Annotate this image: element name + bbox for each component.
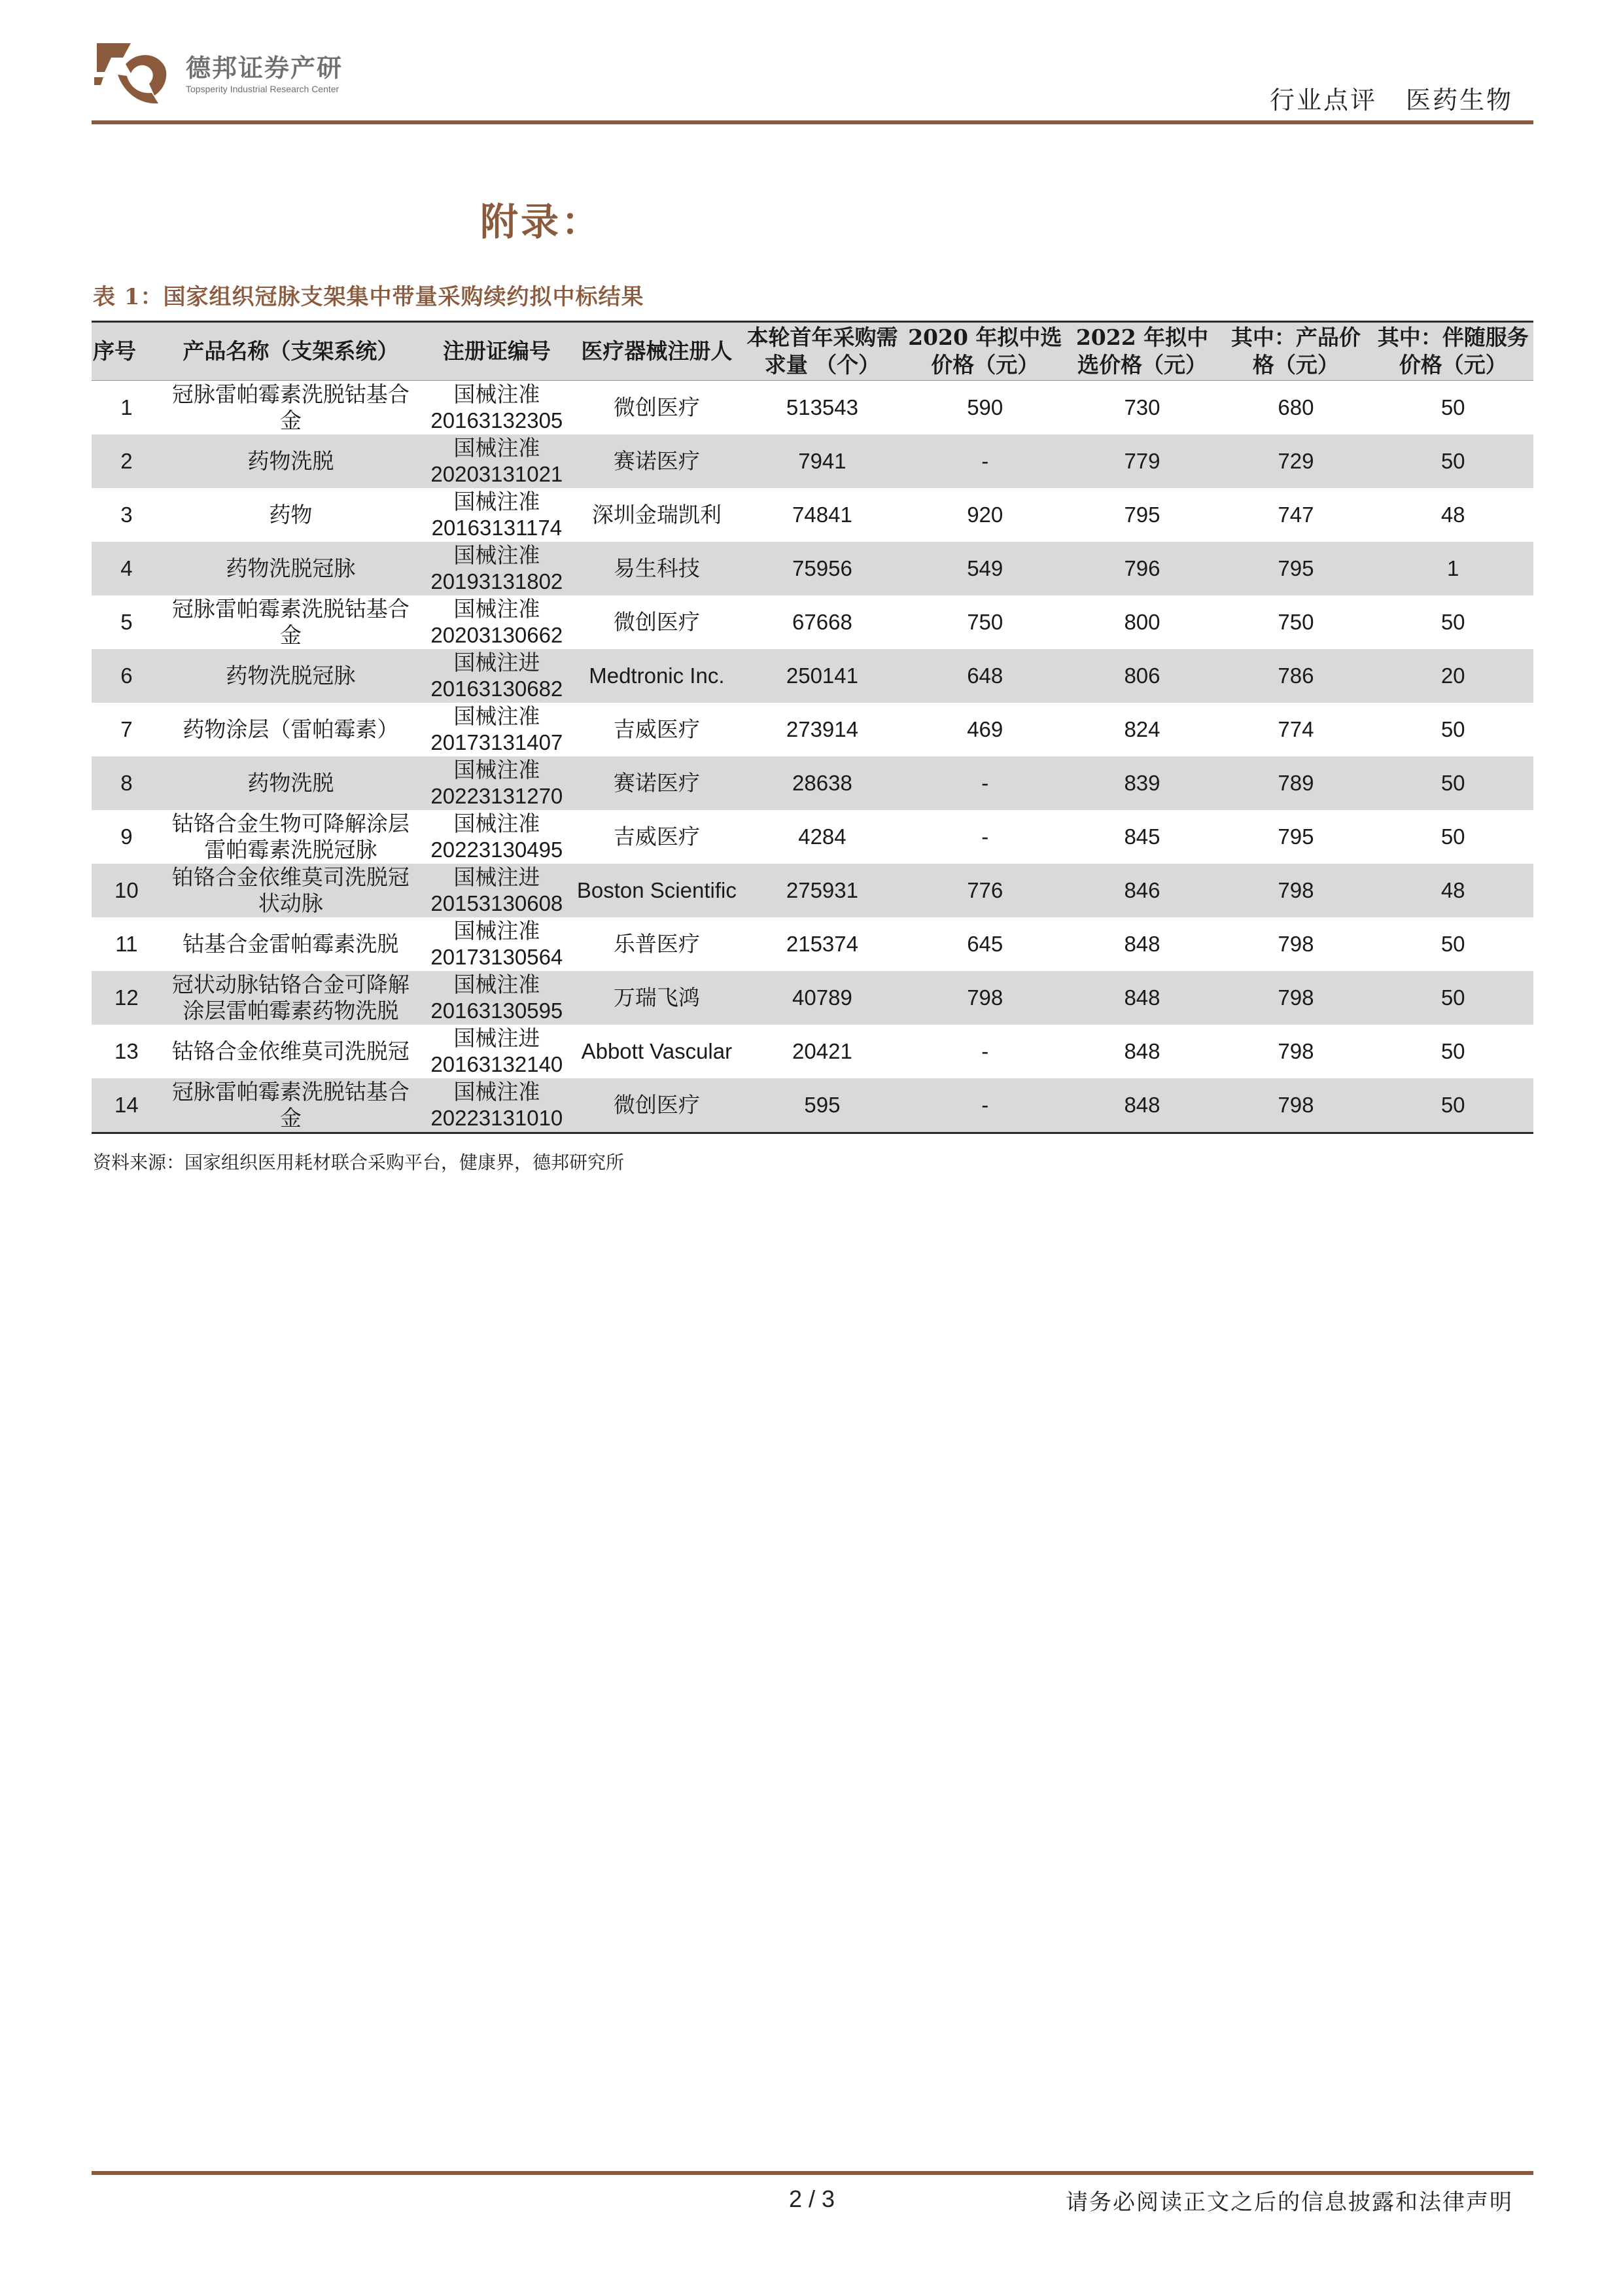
- col-header-price-2020: 2020 年拟中选价格（元）: [905, 322, 1066, 381]
- row-number: 3: [120, 503, 133, 527]
- registration-prefix: 国械注准: [453, 757, 540, 783]
- registration-prefix: 国械注准: [453, 1079, 540, 1104]
- company-logo: [92, 38, 343, 110]
- demand-quantity: 40789: [740, 971, 905, 1025]
- demand-quantity: 20421: [792, 1039, 852, 1063]
- price-2020: 549: [905, 542, 1066, 595]
- col-header-registrant: 医疗器械注册人: [574, 322, 740, 381]
- row-number: 5: [120, 610, 133, 634]
- registration-prefix: 国械注进: [453, 1025, 540, 1051]
- table-header-row: [92, 322, 1533, 381]
- report-sector: 医药生物: [1405, 86, 1513, 115]
- price-2020: 920: [967, 503, 1003, 527]
- registration-prefix: 国械注准: [453, 972, 540, 997]
- registration-number: [420, 810, 574, 864]
- demand-quantity: 215374: [786, 932, 858, 956]
- demand-quantity: 513543: [786, 395, 858, 419]
- appendix-title: 附录：: [480, 200, 602, 244]
- product-name: 药物涂层（雷帕霉素）: [183, 716, 399, 742]
- header-divider: [92, 120, 1533, 124]
- service-price: 50: [1372, 434, 1533, 488]
- registrant-name: Medtronic Inc.: [574, 649, 740, 703]
- product-name: 药物: [269, 502, 313, 527]
- table-row: [92, 595, 1533, 649]
- table-row: [92, 1025, 1533, 1078]
- price-2020: 648: [905, 649, 1066, 703]
- registration-prefix: 国械注准: [453, 542, 540, 568]
- registration-number: [420, 488, 574, 542]
- row-number: 12: [92, 971, 162, 1025]
- price-2020: 469: [967, 717, 1003, 741]
- demand-quantity: 250141: [740, 649, 905, 703]
- registrant-name: 吉威医疗: [613, 824, 700, 849]
- price-2020: -: [905, 434, 1066, 488]
- price-2020: -: [905, 1078, 1066, 1133]
- service-price: 50: [1440, 932, 1465, 956]
- product-price: 747: [1278, 503, 1314, 527]
- registrant-name: 微创医疗: [613, 395, 700, 420]
- registration-number: [420, 756, 574, 810]
- table-row: [92, 703, 1533, 756]
- price-2022: 848: [1066, 971, 1219, 1025]
- product-price: 798: [1219, 971, 1372, 1025]
- row-number: 14: [92, 1078, 162, 1133]
- service-price: 50: [1440, 717, 1465, 741]
- registration-number: [420, 542, 574, 595]
- product-price: 798: [1278, 1039, 1314, 1063]
- price-2022: 796: [1066, 542, 1219, 595]
- row-number: 6: [92, 649, 162, 703]
- table-row: [92, 917, 1533, 971]
- demand-quantity: 595: [740, 1078, 905, 1133]
- demand-quantity: 275931: [740, 864, 905, 917]
- table-row: [92, 649, 1533, 703]
- legal-disclaimer: 请务必阅读正文之后的信息披露和法律声明: [1066, 2189, 1513, 2216]
- registration-code: 20223131010: [430, 1106, 563, 1130]
- product-price: 750: [1278, 610, 1314, 634]
- header-category: [1270, 80, 1513, 116]
- col-header-registration: 注册证编号: [420, 322, 574, 381]
- table-row: [92, 434, 1533, 488]
- col-header-product: 产品名称（支架系统）: [162, 322, 420, 381]
- row-number: 7: [120, 717, 133, 741]
- registration-code: 20223130495: [430, 838, 563, 862]
- price-2020: -: [905, 756, 1066, 810]
- registration-code: 20193131802: [430, 569, 563, 593]
- col-header-service-price: 其中：伴随服务价格（元）: [1372, 322, 1533, 381]
- product-name: 药物洗脱: [162, 434, 420, 488]
- registration-prefix: 国械注准: [453, 489, 540, 514]
- registrant-name: 微创医疗: [574, 1078, 740, 1133]
- registrant-name: 深圳金瑞凯利: [591, 502, 722, 527]
- registration-prefix: 国械注进: [453, 864, 540, 890]
- table-row: [92, 488, 1533, 542]
- price-2020: 750: [967, 610, 1003, 634]
- table-row: [92, 756, 1533, 810]
- price-2022: 848: [1124, 932, 1161, 956]
- product-name: 药物洗脱: [162, 756, 420, 810]
- product-price: 798: [1219, 864, 1372, 917]
- product-price: 774: [1278, 717, 1314, 741]
- price-2022: 848: [1124, 1039, 1161, 1063]
- col-header-no: 序号: [92, 322, 162, 381]
- registration-prefix: 国械注准: [453, 703, 540, 729]
- registrant-name: 微创医疗: [613, 609, 700, 635]
- registration-prefix: 国械注准: [453, 596, 540, 622]
- demand-quantity: 7941: [740, 434, 905, 488]
- table-row: [92, 1078, 1533, 1133]
- registrant-name: 乐普医疗: [613, 931, 700, 957]
- table-title: 表 1：国家组织冠脉支架集中带量采购续约拟中标结果: [93, 284, 644, 310]
- registration-number: [420, 703, 574, 756]
- page-number: 2 / 3: [789, 2185, 835, 2212]
- registrant-name: 赛诺医疗: [574, 434, 740, 488]
- product-name: 钴铬合金依维莫司洗脱冠: [171, 1038, 410, 1064]
- registration-code: 20163132305: [430, 408, 563, 433]
- registration-number: [420, 649, 574, 703]
- service-price: 50: [1372, 756, 1533, 810]
- registration-code: 20223131270: [430, 784, 563, 808]
- registration-prefix: 国械注准: [453, 381, 540, 407]
- product-name: 铂铬合金依维莫司洗脱冠状动脉: [162, 864, 420, 917]
- product-name: 冠脉雷帕霉素洗脱钴基合金: [171, 381, 410, 433]
- registration-number: [420, 595, 574, 649]
- logo-name-cn: 德邦证券产研: [186, 54, 343, 82]
- price-2020: -: [981, 1039, 989, 1063]
- price-2022: 800: [1124, 610, 1161, 634]
- service-price: 50: [1440, 395, 1465, 419]
- product-price: 795: [1219, 542, 1372, 595]
- registration-number: [420, 1025, 574, 1078]
- product-name: 冠脉雷帕霉素洗脱钴基合金: [171, 596, 410, 648]
- product-price: 786: [1219, 649, 1372, 703]
- price-2020: -: [981, 824, 989, 849]
- service-price: 50: [1440, 824, 1465, 849]
- product-price: 729: [1219, 434, 1372, 488]
- registrant-name: Abbott Vascular: [581, 1039, 733, 1063]
- price-2022: 779: [1066, 434, 1219, 488]
- service-price: 50: [1372, 1078, 1533, 1133]
- price-2022: 846: [1066, 864, 1219, 917]
- registration-code: 20173130564: [430, 945, 563, 969]
- product-name: 冠脉雷帕霉素洗脱钴基合金: [162, 1078, 420, 1133]
- registration-number: [420, 971, 574, 1025]
- table-row: [92, 381, 1533, 435]
- registration-prefix: 国械注进: [453, 650, 540, 675]
- registration-number: [420, 1078, 574, 1133]
- registration-number: [420, 864, 574, 917]
- registrant-name: 赛诺医疗: [574, 756, 740, 810]
- product-name: 钴基合金雷帕霉素洗脱: [183, 931, 399, 957]
- row-number: 13: [114, 1039, 139, 1063]
- table-source-note: 资料来源：国家组织医用耗材联合采购平台，健康界，德邦研究所: [93, 1152, 625, 1173]
- product-price: 795: [1278, 824, 1314, 849]
- registration-number: [420, 434, 574, 488]
- price-2022: 795: [1124, 503, 1161, 527]
- price-2020: 798: [905, 971, 1066, 1025]
- product-name: 冠状动脉钴铬合金可降解涂层雷帕霉素药物洗脱: [162, 971, 420, 1025]
- registration-code: 20203130662: [430, 623, 563, 647]
- product-price: 798: [1219, 1078, 1372, 1133]
- registrant-name: 吉威医疗: [613, 716, 700, 742]
- product-price: 798: [1278, 932, 1314, 956]
- service-price: 50: [1440, 610, 1465, 634]
- demand-quantity: 273914: [786, 717, 858, 741]
- product-price: 680: [1278, 395, 1314, 419]
- procurement-results-table: [92, 321, 1533, 1134]
- col-header-demand: 本轮首年采购需求量 （个）: [740, 322, 905, 381]
- registration-code: 20163130682: [430, 677, 563, 701]
- table-row: [92, 542, 1533, 595]
- registration-prefix: 国械注准: [453, 918, 540, 944]
- price-2020: 776: [905, 864, 1066, 917]
- product-price: 789: [1219, 756, 1372, 810]
- price-2022: 839: [1066, 756, 1219, 810]
- demand-quantity: 75956: [740, 542, 905, 595]
- product-name: 药物洗脱冠脉: [162, 542, 420, 595]
- registration-number: [420, 381, 574, 435]
- price-2020: 590: [967, 395, 1003, 419]
- logo-name-en: Topsperity Industrial Research Center: [186, 84, 340, 94]
- row-number: 11: [115, 932, 138, 956]
- footer-divider: [92, 2171, 1533, 2175]
- service-price: 50: [1440, 1039, 1465, 1063]
- registration-code: 20153130608: [430, 891, 563, 915]
- registrant-name: Boston Scientific: [574, 864, 740, 917]
- registration-number: [420, 917, 574, 971]
- registration-code: 20163131174: [431, 516, 563, 540]
- row-number: 8: [92, 756, 162, 810]
- registrant-name: 易生科技: [574, 542, 740, 595]
- registration-code: 20163130595: [430, 998, 563, 1023]
- row-number: 1: [120, 395, 133, 419]
- col-header-product-price: 其中：产品价格（元）: [1219, 322, 1372, 381]
- price-2022: 806: [1066, 649, 1219, 703]
- service-price: 48: [1440, 503, 1465, 527]
- registration-prefix: 国械注准: [453, 811, 540, 836]
- service-price: 1: [1372, 542, 1533, 595]
- registration-prefix: 国械注准: [453, 435, 540, 461]
- product-name: 药物洗脱冠脉: [162, 649, 420, 703]
- price-2022: 848: [1066, 1078, 1219, 1133]
- demand-quantity: 67668: [792, 610, 852, 634]
- row-number: 10: [92, 864, 162, 917]
- service-price: 20: [1372, 649, 1533, 703]
- price-2022: 824: [1124, 717, 1161, 741]
- table-row: [92, 971, 1533, 1025]
- demand-quantity: 4284: [798, 824, 846, 849]
- service-price: 48: [1372, 864, 1533, 917]
- row-number: 9: [120, 824, 133, 849]
- report-type: 行业点评: [1269, 86, 1377, 115]
- product-name: 钴铬合金生物可降解涂层雷帕霉素洗脱冠脉: [171, 811, 410, 862]
- registrant-name: 万瑞飞鸿: [574, 971, 740, 1025]
- table-row: [92, 864, 1533, 917]
- price-2022: 730: [1124, 395, 1161, 419]
- registration-code: 20173131407: [430, 730, 563, 754]
- registration-code: 20163132140: [430, 1052, 563, 1076]
- demand-quantity: 74841: [792, 503, 852, 527]
- price-2022: 845: [1124, 824, 1161, 849]
- service-price: 50: [1372, 971, 1533, 1025]
- row-number: 2: [92, 434, 162, 488]
- registration-code: 20203131021: [430, 462, 563, 486]
- col-header-price-2022: 2022 年拟中选价格（元）: [1066, 322, 1219, 381]
- table-row: [92, 810, 1533, 864]
- demand-quantity: 28638: [740, 756, 905, 810]
- row-number: 4: [92, 542, 162, 595]
- logo-mark-icon: [92, 38, 171, 110]
- price-2020: 645: [967, 932, 1003, 956]
